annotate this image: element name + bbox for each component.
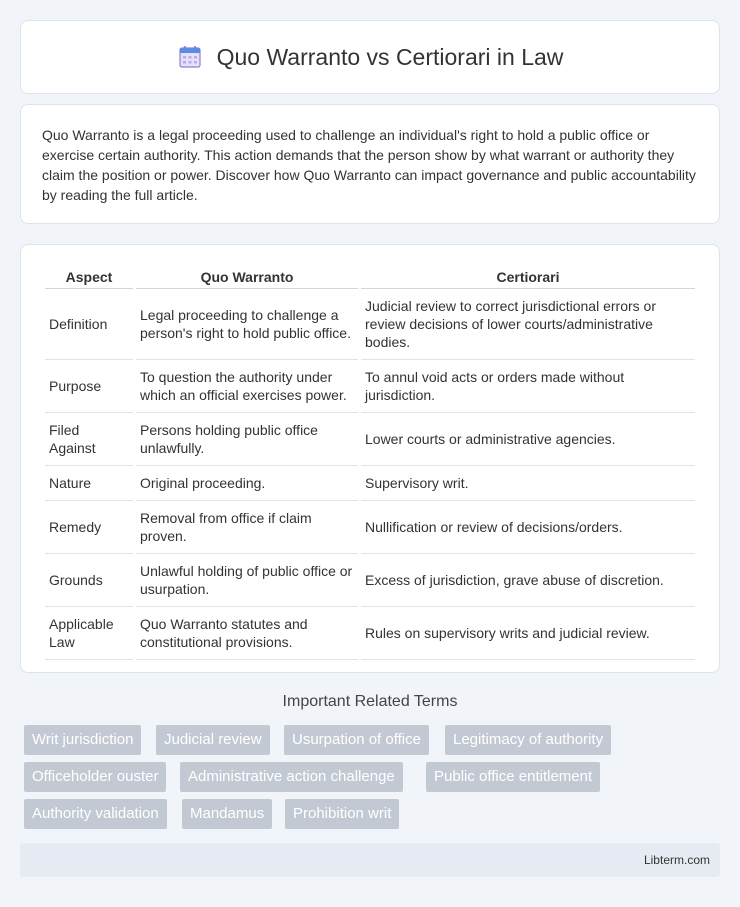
cell-certiorari: Excess of jurisdiction, grave abuse of discretion.	[361, 554, 695, 607]
cell-aspect: Filed Against	[45, 413, 133, 466]
cell-certiorari: Rules on supervisory writs and judicial review.	[361, 607, 695, 660]
cell-aspect: Purpose	[45, 360, 133, 413]
cell-certiorari: Supervisory writ.	[361, 466, 695, 501]
tag-administrative-action-challenge[interactable]: Administrative action challenge	[180, 762, 403, 792]
tag-legitimacy-of-authority[interactable]: Legitimacy of authority	[445, 725, 611, 755]
tag-officeholder-ouster[interactable]: Officeholder ouster	[24, 762, 166, 792]
related-terms-heading: Important Related Terms	[282, 693, 458, 710]
header-aspect: Aspect	[45, 261, 133, 289]
cell-quo-warranto: Persons holding public office unlawfully.	[136, 413, 358, 466]
cell-quo-warranto: Quo Warranto statutes and constitutional provisions.	[136, 607, 358, 660]
tag-judicial-review[interactable]: Judicial review	[156, 725, 270, 755]
tag-writ-jurisdiction[interactable]: Writ jurisdiction	[24, 725, 141, 755]
calendar-icon	[177, 44, 203, 70]
title-card	[20, 20, 720, 94]
cell-quo-warranto: To question the authority under which an official exercises power.	[136, 360, 358, 413]
tag-prohibition-writ[interactable]: Prohibition writ	[285, 799, 399, 829]
cell-aspect: Remedy	[45, 501, 133, 554]
cell-certiorari: To annul void acts or orders made without jurisdiction.	[361, 360, 695, 413]
tag-usurpation-of-office[interactable]: Usurpation of office	[284, 725, 429, 755]
cell-quo-warranto: Legal proceeding to challenge a person's right to hold public office.	[136, 289, 358, 360]
comparison-table-card	[20, 244, 720, 673]
cell-quo-warranto: Original proceeding.	[136, 466, 358, 501]
table-header-row	[45, 261, 695, 289]
cell-quo-warranto: Removal from office if claim proven.	[136, 501, 358, 554]
tag-public-office-entitlement[interactable]: Public office entitlement	[426, 762, 600, 792]
header-quo-warranto: Quo Warranto	[136, 261, 358, 289]
tag-mandamus[interactable]: Mandamus	[182, 799, 272, 829]
footer-site-link[interactable]: Libterm.com	[643, 853, 710, 867]
cell-certiorari: Lower courts or administrative agencies.	[361, 413, 695, 466]
intro-text: Quo Warranto is a legal proceeding used to challenge an individual's right to hold a public office or exercise certain authority. This action demands that the person show by what warrant or authority they claim the position or power. Discover how Quo Warranto can impact governance and public accountability by reading the full article.	[42, 127, 696, 203]
cell-aspect: Applicable Law	[45, 607, 133, 660]
table-row	[45, 607, 695, 660]
cell-aspect: Nature	[45, 466, 133, 501]
footer	[20, 843, 720, 877]
header-certiorari: Certiorari	[361, 261, 695, 289]
cell-quo-warranto: Unlawful holding of public office or usurpation.	[136, 554, 358, 607]
tag-authority-validation[interactable]: Authority validation	[24, 799, 167, 829]
table-row	[45, 554, 695, 607]
cell-certiorari: Judicial review to correct jurisdictional errors or review decisions of lower courts/administrative bodies.	[361, 289, 695, 360]
page-title: Quo Warranto vs Certiorari in Law	[216, 43, 564, 70]
comparison-table	[42, 261, 698, 660]
cell-certiorari: Nullification or review of decisions/orders.	[361, 501, 695, 554]
cell-aspect: Definition	[45, 289, 133, 360]
cell-aspect: Grounds	[45, 554, 133, 607]
table-row	[45, 289, 695, 360]
table-row	[45, 413, 695, 466]
intro-card	[20, 104, 720, 224]
table-row	[45, 360, 695, 413]
table-row	[45, 466, 695, 501]
table-row	[45, 501, 695, 554]
